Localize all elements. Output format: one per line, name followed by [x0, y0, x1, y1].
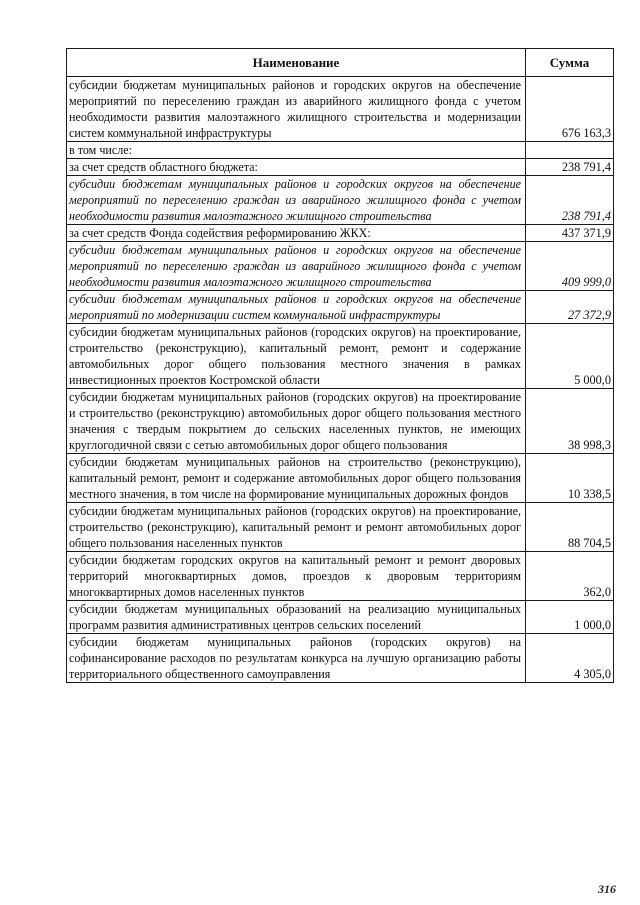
row-name-cell: субсидии бюджетам муниципальных районов (городских округов) на проектирование, строительство (реконструкцию), капитальный ремонт, ремонт и содержание автомобильных дорог общего пользования местного значения в рамках инвестиционных проектов Костромской области [67, 324, 526, 389]
table-row [67, 552, 614, 601]
row-name-cell: за счет средств областного бюджета: [67, 159, 526, 176]
row-sum-cell [526, 142, 614, 159]
budget-document [66, 48, 613, 683]
table-row [67, 225, 614, 242]
table-row [67, 601, 614, 634]
table-row [67, 142, 614, 159]
row-name-cell: в том числе: [67, 142, 526, 159]
table-row [67, 634, 614, 683]
table-row [67, 291, 614, 324]
table-row [67, 503, 614, 552]
row-sum-cell: 4 305,0 [526, 634, 614, 683]
row-name-cell: субсидии бюджетам муниципальных районов (городских округов) на софинансирование расходов по результатам конкурса на лучшую организацию работы территориального общественного самоуправления [67, 634, 526, 683]
row-name-cell: субсидии бюджетам муниципальных образований на реализацию муниципальных программ развития административных центров сельских поселений [67, 601, 526, 634]
row-name-cell: субсидии бюджетам муниципальных районов и городских округов на обеспечение мероприятий по переселению граждан из аварийного жилищного фонда с учетом необходимости развития малоэтажного жилищного строительства [67, 242, 526, 291]
row-name-cell: за счет средств Фонда содействия реформированию ЖКХ: [67, 225, 526, 242]
row-sum-cell: 409 999,0 [526, 242, 614, 291]
table-row [67, 389, 614, 454]
row-sum-cell: 88 704,5 [526, 503, 614, 552]
table-row [67, 176, 614, 225]
row-name-cell: субсидии бюджетам муниципальных районов (городских округов) на проектирование, строительство (реконструкцию), капитальный ремонт и ремонт автомобильных дорог общего пользования населенных пунктов [67, 503, 526, 552]
table-row [67, 242, 614, 291]
row-name-cell: субсидии бюджетам муниципальных районов и городских округов на обеспечение мероприятий по переселению граждан из аварийного жилищного фонда с учетом необходимости развития малоэтажного жилищного строительства [67, 176, 526, 225]
column-header-sum: Сумма [526, 49, 614, 77]
table-header-row [67, 49, 614, 77]
table-row [67, 77, 614, 142]
budget-table [66, 48, 614, 683]
row-sum-cell: 38 998,3 [526, 389, 614, 454]
row-sum-cell: 27 372,9 [526, 291, 614, 324]
table-body [67, 77, 614, 683]
row-name-cell: субсидии бюджетам муниципальных районов и городских округов на обеспечение мероприятий по переселению граждан из аварийного жилищного фонда с учетом необходимости развития малоэтажного жилищного строительства и модернизации систем коммунальной инфраструктуры [67, 77, 526, 142]
column-header-name: Наименование [67, 49, 526, 77]
table-row [67, 324, 614, 389]
row-sum-cell: 238 791,4 [526, 176, 614, 225]
row-name-cell: субсидии бюджетам муниципальных районов (городских округов) на проектирование и строительство (реконструкцию) автомобильных дорог общего пользования местного значения с твердым покрытием до сельских населенных пунктов, не имеющих круглогодичной связи с сетью автомобильных дорог общего пользования [67, 389, 526, 454]
row-sum-cell: 362,0 [526, 552, 614, 601]
row-sum-cell: 676 163,3 [526, 77, 614, 142]
row-sum-cell: 10 338,5 [526, 454, 614, 503]
table-row [67, 159, 614, 176]
row-sum-cell: 437 371,9 [526, 225, 614, 242]
row-sum-cell: 5 000,0 [526, 324, 614, 389]
row-name-cell: субсидии бюджетам муниципальных районов и городских округов на обеспечение мероприятий по модернизации систем коммунальной инфраструктуры [67, 291, 526, 324]
row-sum-cell: 238 791,4 [526, 159, 614, 176]
page-number: 316 [598, 882, 616, 896]
row-name-cell: субсидии бюджетам муниципальных районов на строительство (реконструкцию), капитальный ремонт, ремонт и содержание автомобильных дорог общего пользования местного значения, в том числе на формирование муниципальных дорожных фондов [67, 454, 526, 503]
row-name-cell: субсидии бюджетам городских округов на капитальный ремонт и ремонт дворовых территорий многоквартирных домов, проездов к дворовым территориям многоквартирных домов населенных пунктов [67, 552, 526, 601]
row-sum-cell: 1 000,0 [526, 601, 614, 634]
table-row [67, 454, 614, 503]
